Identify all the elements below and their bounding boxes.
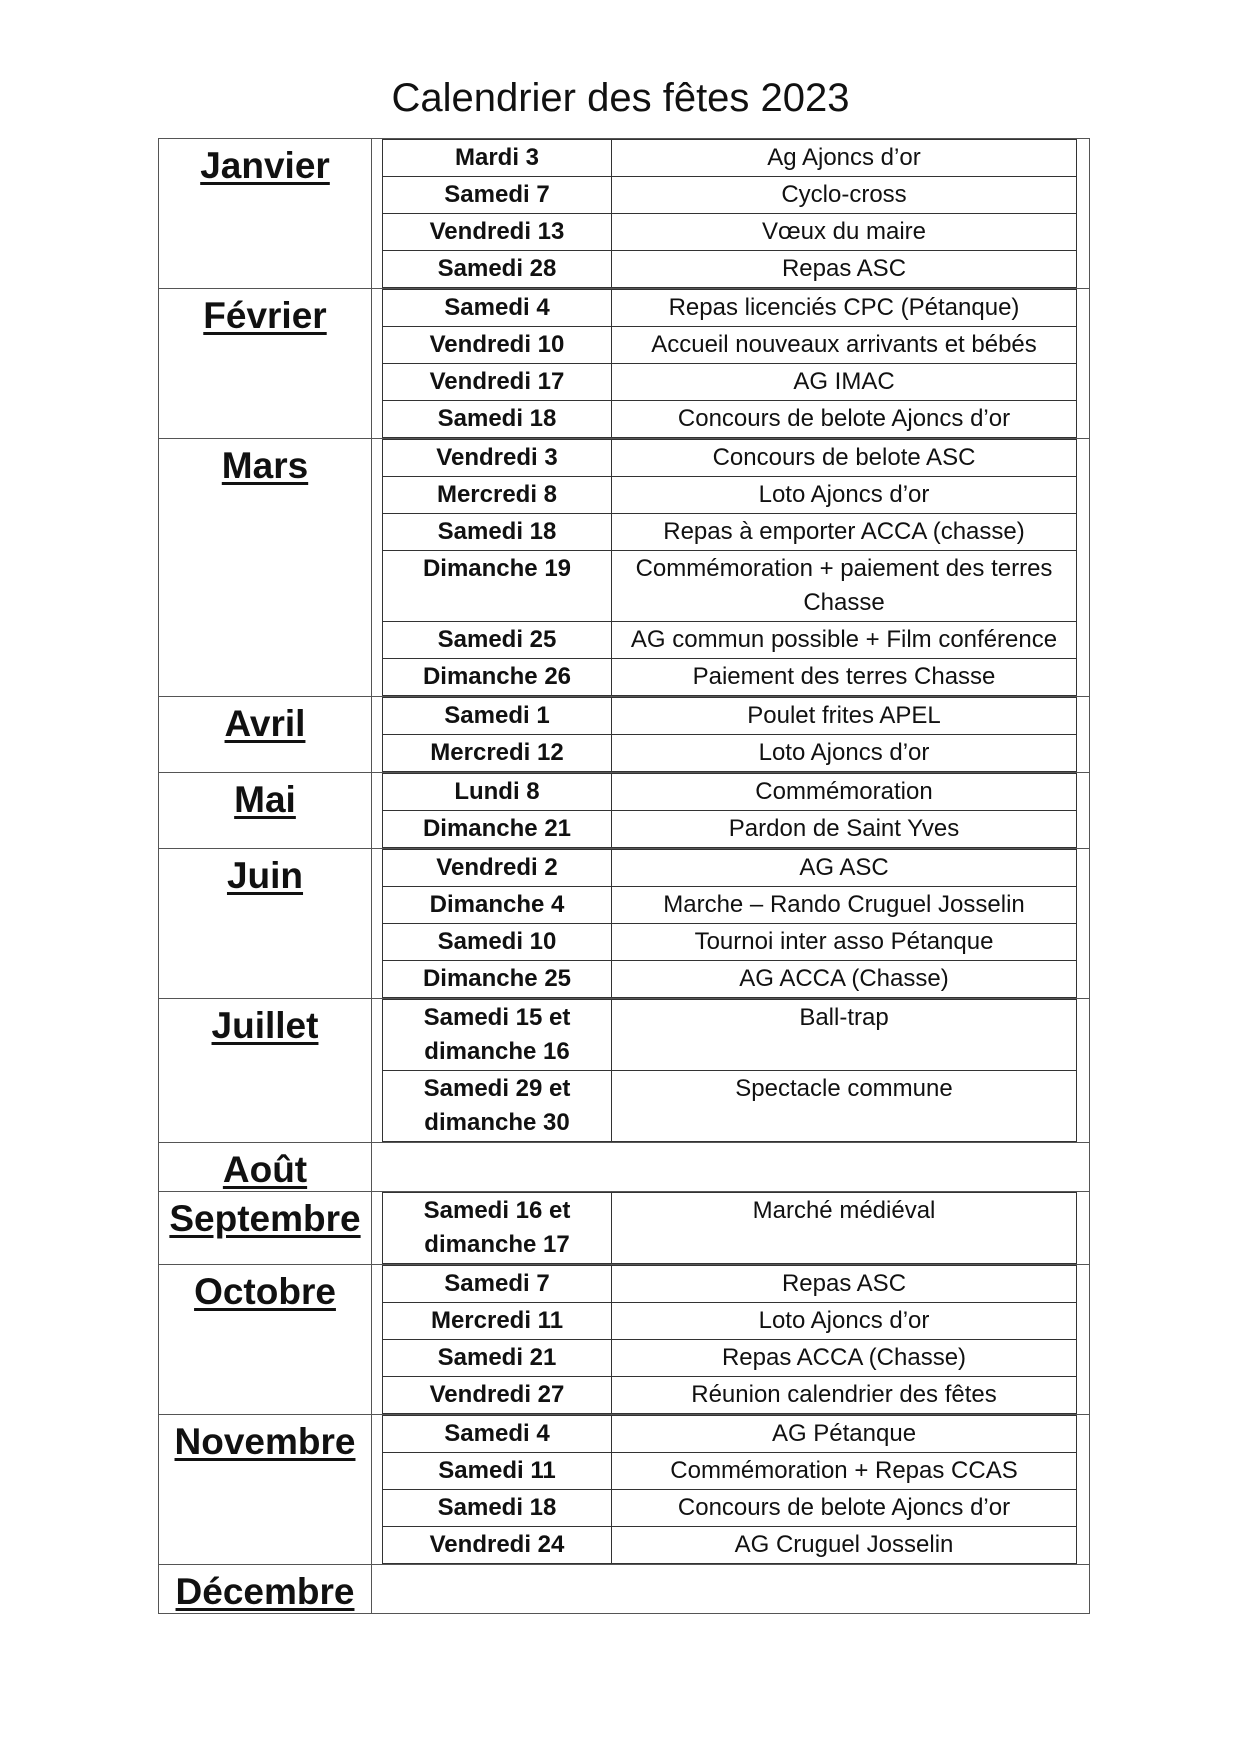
event-day: Samedi 18	[383, 1490, 612, 1527]
event-row	[383, 1071, 1077, 1142]
event-label: Marche – Rando Cruguel Josselin	[612, 887, 1077, 924]
month-row	[159, 1565, 1090, 1614]
month-row	[159, 1265, 1090, 1415]
event-day: Dimanche 19	[383, 551, 612, 622]
event-row	[383, 774, 1077, 811]
event-day: Dimanche 4	[383, 887, 612, 924]
event-day: Samedi 28	[383, 251, 612, 288]
event-day: Vendredi 13	[383, 214, 612, 251]
event-row	[383, 659, 1077, 696]
event-day: Samedi 10	[383, 924, 612, 961]
events-cell	[372, 1565, 1090, 1614]
event-day: Mercredi 12	[383, 735, 612, 772]
events-table	[382, 773, 1077, 848]
event-day: Samedi 4	[383, 1416, 612, 1453]
month-cell	[159, 1415, 372, 1565]
event-label: Cyclo-cross	[612, 177, 1077, 214]
event-row	[383, 622, 1077, 659]
empty-events	[382, 1565, 1077, 1613]
event-day: Vendredi 2	[383, 850, 612, 887]
event-day: Vendredi 27	[383, 1377, 612, 1414]
event-label: Commémoration + Repas CCAS	[612, 1453, 1077, 1490]
calendar-table	[158, 138, 1090, 1614]
event-day: Dimanche 26	[383, 659, 612, 696]
month-name: Septembre	[169, 1198, 361, 1239]
month-cell	[159, 139, 372, 289]
month-name: Mars	[221, 445, 309, 486]
event-row	[383, 1193, 1077, 1264]
event-row	[383, 961, 1077, 998]
month-cell	[159, 439, 372, 697]
event-label: Poulet frites APEL	[612, 698, 1077, 735]
event-label: Concours de belote Ajoncs d’or	[612, 1490, 1077, 1527]
events-table	[382, 1265, 1077, 1414]
month-name: Janvier	[200, 145, 330, 186]
event-label: Concours de belote ASC	[612, 440, 1077, 477]
month-name: Juillet	[211, 1005, 319, 1046]
event-row	[383, 514, 1077, 551]
event-row	[383, 440, 1077, 477]
event-row	[383, 1340, 1077, 1377]
month-row	[159, 289, 1090, 439]
month-row	[159, 1143, 1090, 1192]
events-cell	[372, 1143, 1090, 1192]
event-day: Samedi 11	[383, 1453, 612, 1490]
events-cell	[372, 139, 1090, 289]
event-label: Repas ACCA (Chasse)	[612, 1340, 1077, 1377]
event-day: Samedi 21	[383, 1340, 612, 1377]
event-day: Mardi 3	[383, 140, 612, 177]
event-row	[383, 1490, 1077, 1527]
event-day: Vendredi 17	[383, 364, 612, 401]
events-cell	[372, 773, 1090, 849]
event-row	[383, 251, 1077, 288]
event-day: Samedi 18	[383, 401, 612, 438]
event-row	[383, 1416, 1077, 1453]
event-label: Loto Ajoncs d’or	[612, 477, 1077, 514]
month-name: Février	[203, 295, 327, 336]
event-label: AG IMAC	[612, 364, 1077, 401]
event-day: Dimanche 21	[383, 811, 612, 848]
event-label: AG ACCA (Chasse)	[612, 961, 1077, 998]
event-label: Commémoration	[612, 774, 1077, 811]
event-row	[383, 401, 1077, 438]
month-row	[159, 139, 1090, 289]
event-row	[383, 327, 1077, 364]
event-day: Samedi 4	[383, 290, 612, 327]
event-row	[383, 735, 1077, 772]
month-cell	[159, 1143, 372, 1192]
month-row	[159, 773, 1090, 849]
event-label: AG Pétanque	[612, 1416, 1077, 1453]
event-row	[383, 477, 1077, 514]
event-label: AG Cruguel Josselin	[612, 1527, 1077, 1564]
event-row	[383, 551, 1077, 622]
event-row	[383, 214, 1077, 251]
events-cell	[372, 849, 1090, 999]
event-day: Lundi 8	[383, 774, 612, 811]
month-row	[159, 1192, 1090, 1265]
event-day: Samedi 1	[383, 698, 612, 735]
event-day: Samedi 16 et dimanche 17	[383, 1193, 612, 1264]
events-table	[382, 1415, 1077, 1564]
month-cell	[159, 697, 372, 773]
events-cell	[372, 1415, 1090, 1565]
month-cell	[159, 289, 372, 439]
event-day: Mercredi 11	[383, 1303, 612, 1340]
event-row	[383, 1303, 1077, 1340]
event-label: AG commun possible + Film conférence	[612, 622, 1077, 659]
month-name: Décembre	[175, 1571, 355, 1612]
event-row	[383, 924, 1077, 961]
event-row	[383, 1000, 1077, 1071]
event-label: Spectacle commune	[612, 1071, 1077, 1142]
event-row	[383, 698, 1077, 735]
events-table	[382, 139, 1077, 288]
event-label: Ag Ajoncs d’or	[612, 140, 1077, 177]
events-table	[382, 697, 1077, 772]
events-table	[382, 439, 1077, 696]
event-row	[383, 887, 1077, 924]
events-table	[382, 849, 1077, 998]
event-day: Samedi 29 et dimanche 30	[383, 1071, 612, 1142]
month-name: Octobre	[194, 1271, 336, 1312]
event-row	[383, 177, 1077, 214]
events-cell	[372, 289, 1090, 439]
events-cell	[372, 999, 1090, 1143]
page-title: Calendrier des fêtes 2023	[391, 76, 850, 120]
event-label: Marché médiéval	[612, 1193, 1077, 1264]
event-day: Samedi 18	[383, 514, 612, 551]
event-label: Pardon de Saint Yves	[612, 811, 1077, 848]
event-label: Repas licenciés CPC (Pétanque)	[612, 290, 1077, 327]
month-cell	[159, 1565, 372, 1614]
event-label: Paiement des terres Chasse	[612, 659, 1077, 696]
events-table	[382, 289, 1077, 438]
event-day: Vendredi 3	[383, 440, 612, 477]
event-row	[383, 1527, 1077, 1564]
event-label: AG ASC	[612, 850, 1077, 887]
month-name: Août	[222, 1149, 308, 1190]
event-day: Samedi 7	[383, 1266, 612, 1303]
month-name: Juin	[226, 855, 304, 896]
event-label: Vœux du maire	[612, 214, 1077, 251]
event-label: Commémoration + paiement des terres Chasse	[612, 551, 1077, 622]
event-day: Vendredi 24	[383, 1527, 612, 1564]
event-row	[383, 140, 1077, 177]
month-name: Avril	[224, 703, 306, 744]
event-label: Réunion calendrier des fêtes	[612, 1377, 1077, 1414]
event-label: Concours de belote Ajoncs d’or	[612, 401, 1077, 438]
month-cell	[159, 1192, 372, 1265]
event-label: Ball-trap	[612, 1000, 1077, 1071]
event-day: Samedi 7	[383, 177, 612, 214]
month-cell	[159, 849, 372, 999]
month-row	[159, 697, 1090, 773]
empty-events	[382, 1143, 1077, 1191]
event-row	[383, 290, 1077, 327]
month-cell	[159, 999, 372, 1143]
month-name: Novembre	[174, 1421, 356, 1462]
events-table	[382, 999, 1077, 1142]
event-day: Vendredi 10	[383, 327, 612, 364]
event-row	[383, 1453, 1077, 1490]
event-day: Dimanche 25	[383, 961, 612, 998]
event-day: Samedi 15 et dimanche 16	[383, 1000, 612, 1071]
event-label: Repas ASC	[612, 1266, 1077, 1303]
month-cell	[159, 1265, 372, 1415]
month-row	[159, 999, 1090, 1143]
events-cell	[372, 1192, 1090, 1265]
month-name: Mai	[234, 779, 296, 820]
events-cell	[372, 439, 1090, 697]
event-row	[383, 1266, 1077, 1303]
event-label: Repas ASC	[612, 251, 1077, 288]
event-row	[383, 850, 1077, 887]
month-cell	[159, 773, 372, 849]
events-cell	[372, 697, 1090, 773]
event-label: Accueil nouveaux arrivants et bébés	[612, 327, 1077, 364]
event-label: Repas à emporter ACCA (chasse)	[612, 514, 1077, 551]
month-row	[159, 1415, 1090, 1565]
month-row	[159, 439, 1090, 697]
event-label: Loto Ajoncs d’or	[612, 735, 1077, 772]
event-label: Tournoi inter asso Pétanque	[612, 924, 1077, 961]
month-row	[159, 849, 1090, 999]
event-day: Samedi 25	[383, 622, 612, 659]
event-row	[383, 811, 1077, 848]
event-day: Mercredi 8	[383, 477, 612, 514]
event-row	[383, 364, 1077, 401]
events-cell	[372, 1265, 1090, 1415]
events-table	[382, 1192, 1077, 1264]
event-label: Loto Ajoncs d’or	[612, 1303, 1077, 1340]
event-row	[383, 1377, 1077, 1414]
